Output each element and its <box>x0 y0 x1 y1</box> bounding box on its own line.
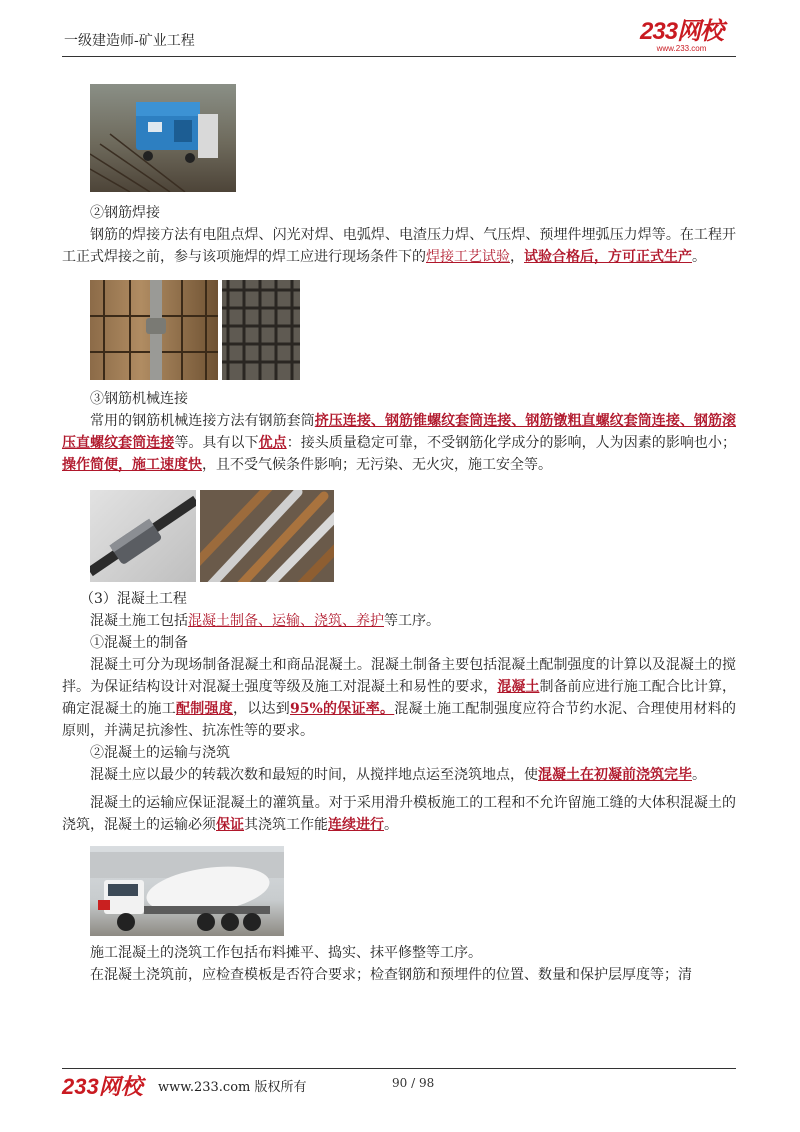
weld-heading: ②钢筋焊接 <box>90 205 160 221</box>
rebar-coupler-photo <box>90 490 196 582</box>
logo-url: www.233.com <box>656 44 707 53</box>
weld-key-1: 焊接工艺试验 <box>426 249 510 265</box>
footer-rule <box>62 1068 736 1069</box>
transport-key-2: 保证 <box>216 817 244 833</box>
concrete-heading: （3）混凝土工程 <box>80 591 187 607</box>
header-title: 一级建造师-矿业工程 <box>64 33 195 49</box>
rebar-mesh-photo <box>222 280 300 380</box>
concrete-mixer-truck-photo <box>90 846 284 936</box>
prep-key-2: 配制强度 <box>176 701 233 717</box>
mech-heading: ③钢筋机械连接 <box>90 391 188 407</box>
concrete-intro: 混凝土施工包括混凝土制备、运输、浇筑、养护等工序。 <box>90 613 440 629</box>
welded-rebar-column-photo <box>90 280 218 380</box>
mech-key-1: 挤压连接、钢筋锥螺纹套筒连接、钢筋镦粗直螺纹套筒连接、钢筋滚压直螺纹套筒连接 <box>62 413 737 451</box>
welding-machine-photo <box>90 84 236 192</box>
page-content <box>62 84 736 986</box>
mech-key-3: 操作简便，施工速度快 <box>62 457 202 473</box>
transport-paragraph-2: 混凝土的运输应保证混凝土的灌筑量。对于采用滑升模板施工的工程和不允许留施工缝的大体积混凝土的浇筑，混凝土的运输必须保证其浇筑工作能连续进行。 <box>62 795 736 833</box>
transport-heading: ②混凝土的运输与浇筑 <box>90 745 230 761</box>
footer-logo: 233网校 <box>62 1074 143 1099</box>
pour-paragraph-2: 在混凝土浇筑前，应检查模板是否符合要求；检查钢筋和预埋件的位置、数量和保护层厚度等；清 <box>90 967 692 983</box>
header-rule <box>62 56 736 57</box>
threaded-rebar-photo <box>200 490 334 582</box>
transport-paragraph-1: 混凝土应以最少的转载次数和最短的时间，从搅拌地点运至浇筑地点，使混凝土在初凝前浇筑完毕。 <box>90 767 706 783</box>
pour-paragraph-1: 施工混凝土的浇筑工作包括布料摊平、捣实、抹平修整等工序。 <box>90 945 482 961</box>
footer-copyright: www.233.com 版权所有 <box>158 1080 307 1095</box>
concrete-key-1: 混凝土制备、运输、浇筑、养护 <box>188 613 384 629</box>
transport-key-1: 混凝土在初凝前浇筑完毕 <box>538 767 692 783</box>
weld-paragraph: 钢筋的焊接方法有电阻点焊、闪光对焊、电弧焊、电渣压力焊、气压焊、预埋件埋弧压力焊等。在工程开工正式焊接之前，参与该项施焊的焊工应进行现场条件下的焊接工艺试验，试验合格后，方可正式生产。 <box>62 227 736 265</box>
page-number: 90 / 98 <box>392 1076 435 1090</box>
mech-key-2: 优点 <box>258 435 287 451</box>
prep-key-1: 混凝土 <box>497 679 540 695</box>
transport-key-3: 连续进行 <box>328 817 384 833</box>
weld-key-2: 试验合格后，方可正式生产 <box>524 249 692 265</box>
prep-paragraph: 混凝土可分为现场制备混凝土和商品混凝土。混凝土制备主要包括混凝土配制强度的计算以及混凝土的搅拌。为保证结构设计对混凝土强度等级及施工对混凝土和易性的要求，混凝土制备前应进行施工配合比计算，确定混凝土的施工配制强度，以达到95%的保证率。混凝土施工配制强度应符合节约水泥、合理使用材料的原则，并满足抗渗性、抗冻性等的要求。 <box>62 657 737 739</box>
mech-paragraph: 常用的钢筋机械连接方法有钢筋套筒挤压连接、钢筋锥螺纹套筒连接、钢筋镦粗直螺纹套筒连接、钢筋滚压直螺纹套筒连接等。具有以下优点：接头质量稳定可靠，不受钢筋化学成分的影响，人为因素的影响也小；操作简便，施工速度快，且不受气候条件影响；无污染、无火灾，施工安全等。 <box>62 413 737 473</box>
brand-logo <box>640 20 723 53</box>
prep-heading: ①混凝土的制备 <box>90 635 188 651</box>
logo-text: 233网校 <box>640 18 724 45</box>
prep-key-3: 95%的保证率。 <box>290 701 395 717</box>
